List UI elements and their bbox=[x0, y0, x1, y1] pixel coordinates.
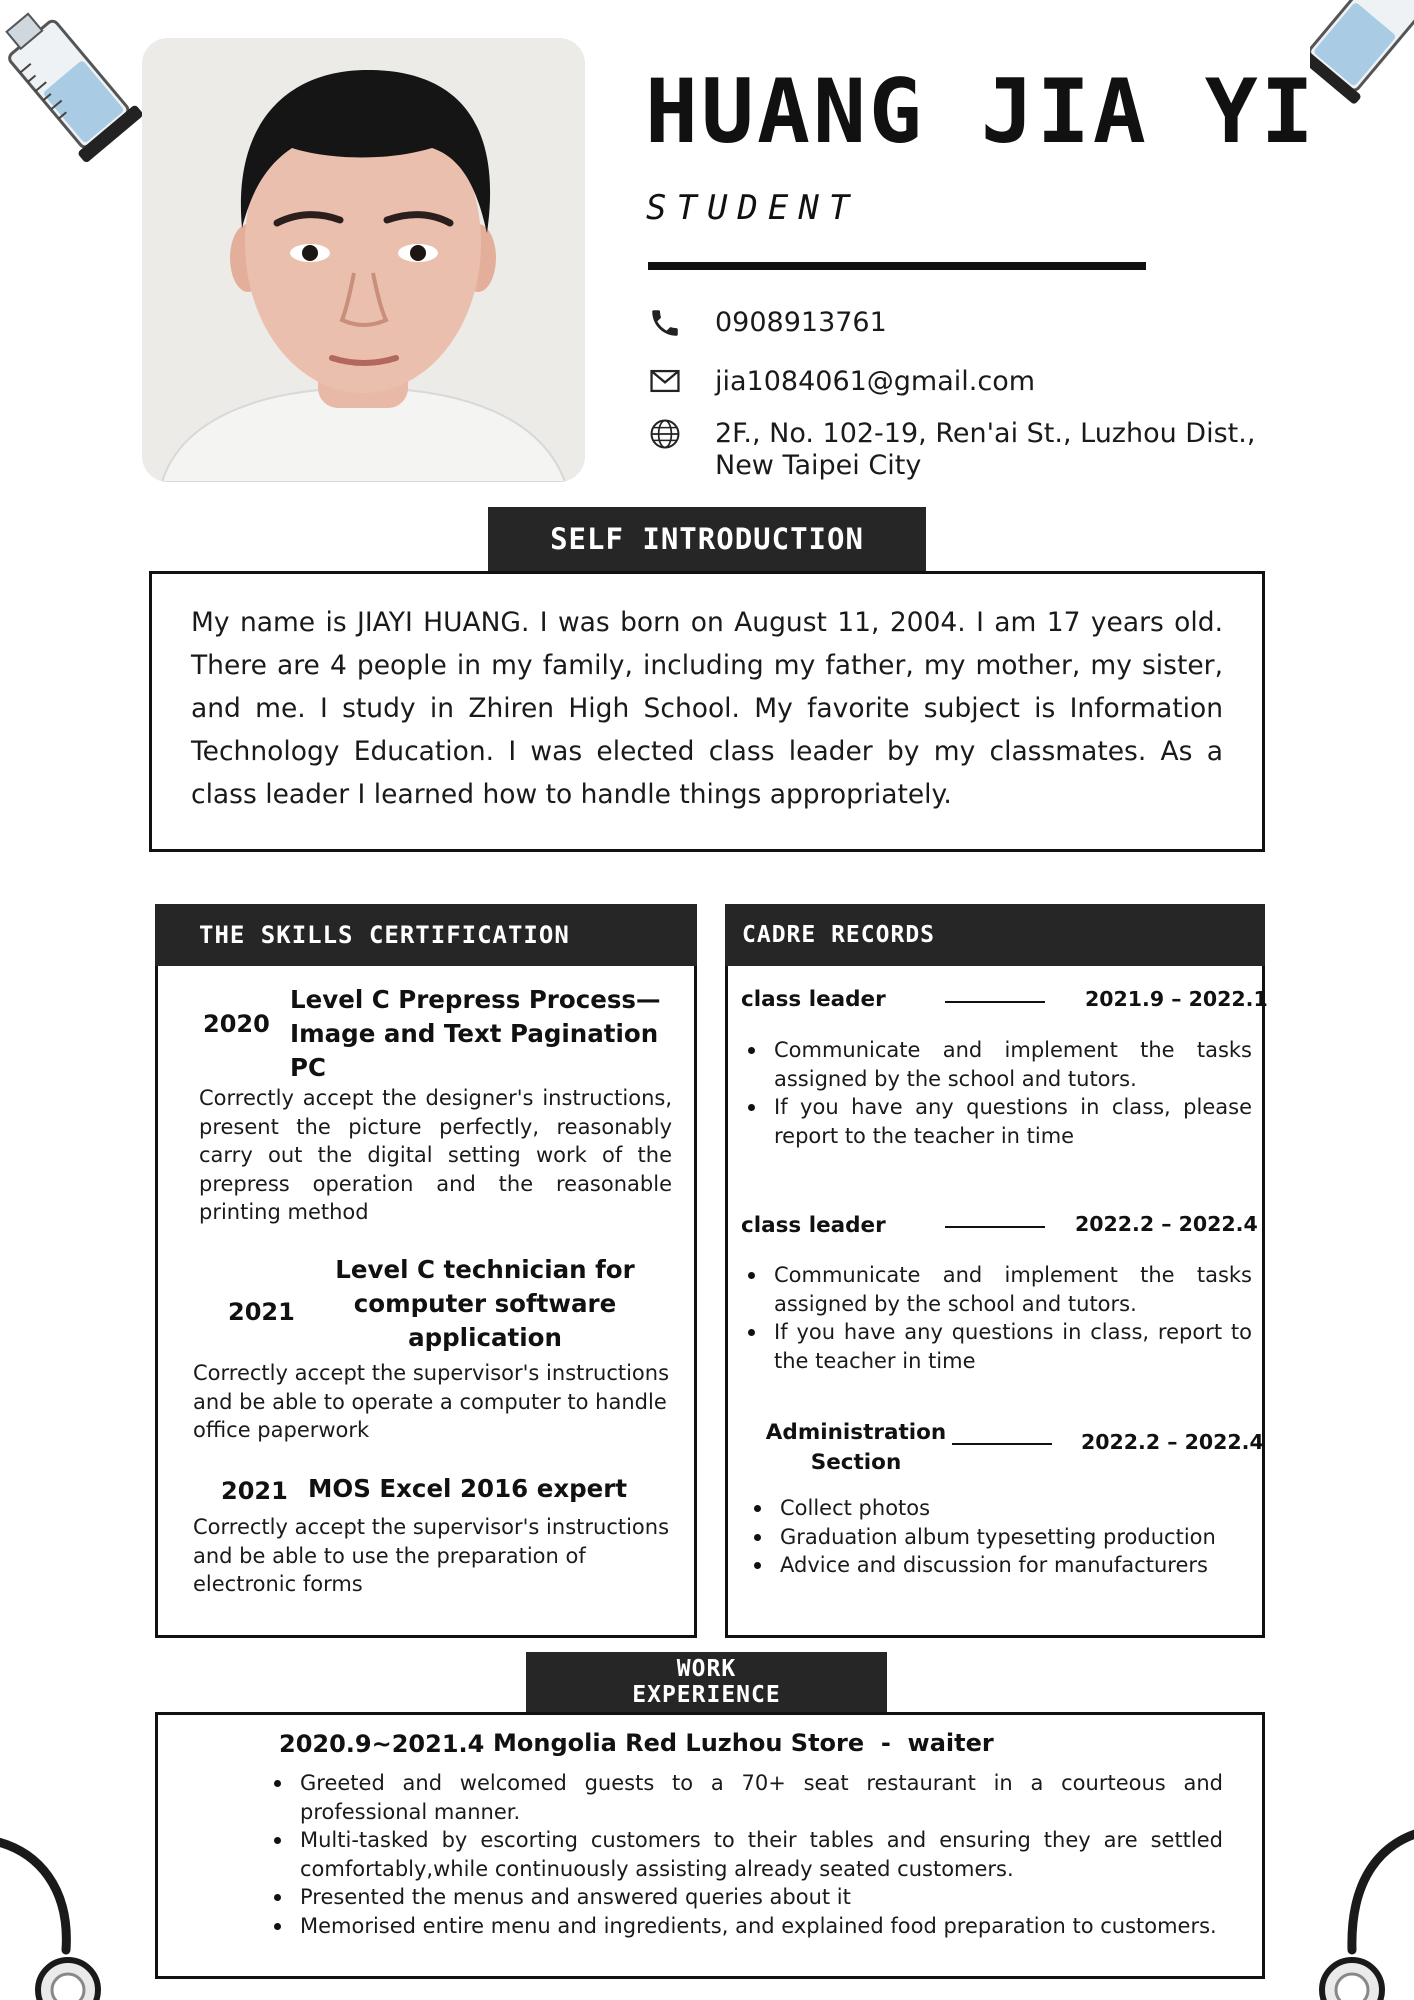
cert-description-line: office paperwork bbox=[193, 1418, 370, 1442]
list-item: Multi-tasked by escorting customers to their tables and ensuring they are settled comfortably,while continuously assisting already seated customers. bbox=[268, 1826, 1223, 1883]
job-title: STUDENT bbox=[646, 188, 860, 228]
cert-description-line: and be able to operate a computer to handle bbox=[193, 1389, 667, 1414]
cert-title bbox=[305, 1253, 665, 1355]
stethoscope-decoration-right bbox=[1300, 1820, 1414, 2000]
cadre-role bbox=[762, 1418, 950, 1478]
address-line-1: 2F., No. 102-19, Ren'ai St., Luzhou Dist., bbox=[715, 418, 1256, 449]
cert-title bbox=[308, 1472, 627, 1506]
syringe-decoration-left bbox=[0, 0, 160, 170]
cert-description-line: Correctly accept the supervisor's instructions bbox=[193, 1515, 670, 1539]
cert-description bbox=[193, 1513, 669, 1599]
cadre-date: 2022.2 – 2022.4 bbox=[1075, 1212, 1258, 1236]
work-experience-heading bbox=[526, 1652, 887, 1712]
cadre-date: 2022.2 – 2022.4 bbox=[1081, 1430, 1264, 1454]
list-item: Greeted and welcomed guests to a 70+ seat restaurant in a courteous and professional manner. bbox=[268, 1769, 1223, 1826]
cadre-connector-line bbox=[952, 1443, 1052, 1445]
work-experience-heading-line: WORK bbox=[676, 1656, 737, 1682]
mail-icon bbox=[648, 364, 682, 398]
cert-year: 2021 bbox=[221, 1477, 288, 1505]
email-address[interactable]: jia1084061@gmail.com bbox=[715, 366, 1036, 397]
address-line-2: New Taipei City bbox=[715, 450, 922, 481]
self-introduction-text: My name is JIAYI HUANG. I was born on August 11, 2004. I am 17 years old. There are 4 people in my family, including my father, my mother, my sister, and me. I study in Zhiren High School. My favorite subject is Information Technology Education. I was elected class leader by my classmates. As a class leader I learned how to handle things appropriately. bbox=[191, 607, 1223, 810]
cadre-role-line: Administration bbox=[765, 1420, 947, 1445]
cert-description-line: electronic forms bbox=[193, 1572, 363, 1596]
cert-description bbox=[193, 1359, 669, 1445]
cert-title-line: Level C technician for bbox=[335, 1255, 635, 1284]
list-item: Collect photos bbox=[748, 1494, 1258, 1523]
cadre-role: class leader bbox=[741, 987, 886, 1012]
cadre-connector-line bbox=[945, 1226, 1045, 1228]
work-duties-list bbox=[268, 1769, 1223, 1940]
list-item: If you have any questions in class, please report to the teacher in time bbox=[742, 1093, 1252, 1150]
skills-certification-heading: THE SKILLS CERTIFICATION bbox=[155, 904, 697, 966]
cadre-duties-list bbox=[742, 1261, 1252, 1375]
cadre-role: class leader bbox=[741, 1213, 886, 1238]
list-item: Graduation album typesetting production bbox=[748, 1523, 1258, 1552]
header-divider bbox=[648, 262, 1146, 270]
list-item: Communicate and implement the tasks assigned by the school and tutors. bbox=[742, 1036, 1252, 1093]
cert-title-line: computer software bbox=[353, 1289, 617, 1318]
cert-title-line: application bbox=[408, 1323, 562, 1352]
phone-icon bbox=[648, 306, 682, 340]
cert-title-line: Image and Text Pagination bbox=[290, 1019, 659, 1048]
cadre-role-line: Section bbox=[810, 1450, 902, 1475]
cert-title-line: PC bbox=[290, 1053, 326, 1082]
stethoscope-decoration-left bbox=[0, 1830, 130, 2000]
list-item: Advice and discussion for manufacturers bbox=[748, 1551, 1258, 1580]
work-period: 2020.9~2021.4 bbox=[279, 1730, 485, 1758]
profile-photo bbox=[142, 38, 585, 482]
syringe-decoration-right bbox=[1310, 0, 1414, 140]
address bbox=[715, 418, 1255, 482]
cert-description: Correctly accept the designer's instructions, present the picture perfectly, reasonably carry out the digital setting work of the prepress operation and the reasonable printing method bbox=[199, 1086, 672, 1224]
cert-title-line: MOS Excel 2016 expert bbox=[308, 1474, 628, 1503]
list-item: Presented the menus and answered queries about it bbox=[268, 1883, 1223, 1912]
cadre-connector-line bbox=[945, 1001, 1045, 1003]
cadre-duties-list bbox=[742, 1036, 1252, 1150]
cert-title-line: Level C Prepress Process— bbox=[290, 985, 661, 1014]
self-introduction-heading: SELF INTRODUCTION bbox=[488, 507, 926, 571]
list-item: Communicate and implement the tasks assigned by the school and tutors. bbox=[742, 1261, 1252, 1318]
list-item: If you have any questions in class, report to the teacher in time bbox=[742, 1318, 1252, 1375]
globe-icon bbox=[648, 417, 682, 451]
list-item: Memorised entire menu and ingredients, and explained food preparation to customers. bbox=[268, 1912, 1223, 1941]
cadre-duties-list bbox=[748, 1494, 1258, 1580]
work-experience-heading-line: EXPERIENCE bbox=[632, 1682, 781, 1708]
cert-description-line: and be able to use the preparation of bbox=[193, 1543, 586, 1568]
cadre-date: 2021.9 – 2022.1 bbox=[1085, 987, 1268, 1011]
cadre-records-heading: CADRE RECORDS bbox=[725, 904, 1265, 966]
cert-description-line: Correctly accept the supervisor's instructions bbox=[193, 1361, 670, 1385]
work-position-title: Mongolia Red Luzhou Store - waiter bbox=[493, 1729, 994, 1757]
cert-title bbox=[290, 983, 661, 1085]
cert-year: 2021 bbox=[228, 1298, 295, 1326]
phone-number[interactable]: 0908913761 bbox=[715, 307, 887, 338]
cert-year: 2020 bbox=[203, 1010, 270, 1038]
candidate-name: HUANG JIA YI bbox=[645, 60, 1317, 163]
